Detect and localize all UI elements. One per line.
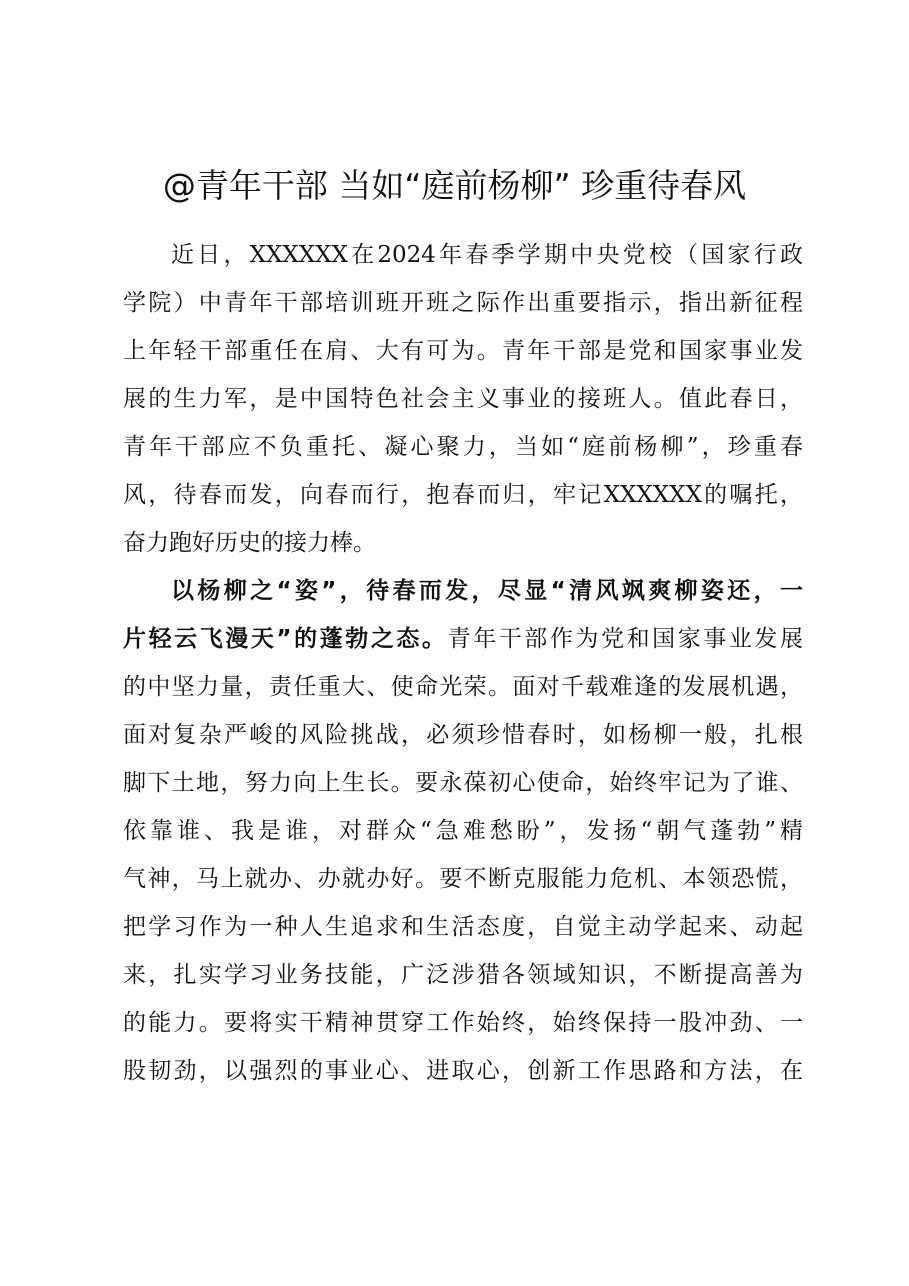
paragraph-2-line-7: 气神，马上就办、办就办好。要不断克服能力危机、本领恐慌， — [123, 866, 803, 892]
paragraph-2-heading-line-1: 以杨柳之“姿”，待春而发，尽显“清风飒爽柳姿还，一 — [171, 578, 803, 604]
paragraph-1-line-1: 近日，XXXXXX在2024年春季学期中央党校（国家行政 — [171, 242, 803, 268]
paragraph-1-line-7: 奋力跑好历史的接力棒。 — [123, 530, 376, 556]
paragraph-1-line-5: 青年干部应不负重托、凝心聚力，当如“庭前杨柳”，珍重春 — [123, 434, 803, 460]
paragraph-2-line-6: 依靠谁、我是谁，对群众“急难愁盼”，发扬“朝气蓬勃”精 — [123, 818, 803, 844]
document-title: @青年干部 当如“庭前杨柳” 珍重待春风 — [162, 166, 747, 205]
paragraph-1-line-3: 上年轻干部重任在肩、大有可为。青年干部是党和国家事业发 — [123, 338, 803, 364]
paragraph-1-line-6: 风，待春而发，向春而行，抱春而归，牢记XXXXXX的嘱托， — [123, 482, 803, 508]
paragraph-2-line-10: 的能力。要将实干精神贯穿工作始终，始终保持一股冲劲、一 — [123, 1010, 803, 1036]
paragraph-2-heading-line-2: 片轻云飞漫天”的蓬勃之态。 — [123, 626, 448, 652]
paragraph-2-line-11: 股韧劲，以强烈的事业心、进取心，创新工作思路和方法，在 — [123, 1058, 803, 1084]
paragraph-2-line-8: 把学习作为一种人生追求和生活态度，自觉主动学起来、动起 — [123, 914, 803, 940]
paragraph-2-line-2 — [123, 617, 803, 661]
paragraph-1-line-2: 学院）中青年干部培训班开班之际作出重要指示，指出新征程 — [123, 290, 803, 316]
paragraph-1-line-4: 展的生力军，是中国特色社会主义事业的接班人。值此春日， — [123, 386, 803, 412]
paragraph-2-line-2-text: 青年干部作为党和国家事业发展 — [447, 626, 804, 652]
paragraph-2-line-9: 来，扎实学习业务技能，广泛涉猎各领域知识，不断提高善为 — [123, 962, 803, 988]
paragraph-2-line-5: 脚下土地，努力向上生长。要永葆初心使命，始终牢记为了谁、 — [123, 770, 803, 796]
paragraph-2-line-4: 面对复杂严峻的风险挑战，必须珍惜春时，如杨柳一般，扎根 — [123, 722, 803, 748]
paragraph-2-line-3: 的中坚力量，责任重大、使命光荣。面对千载难逢的发展机遇， — [123, 674, 803, 700]
